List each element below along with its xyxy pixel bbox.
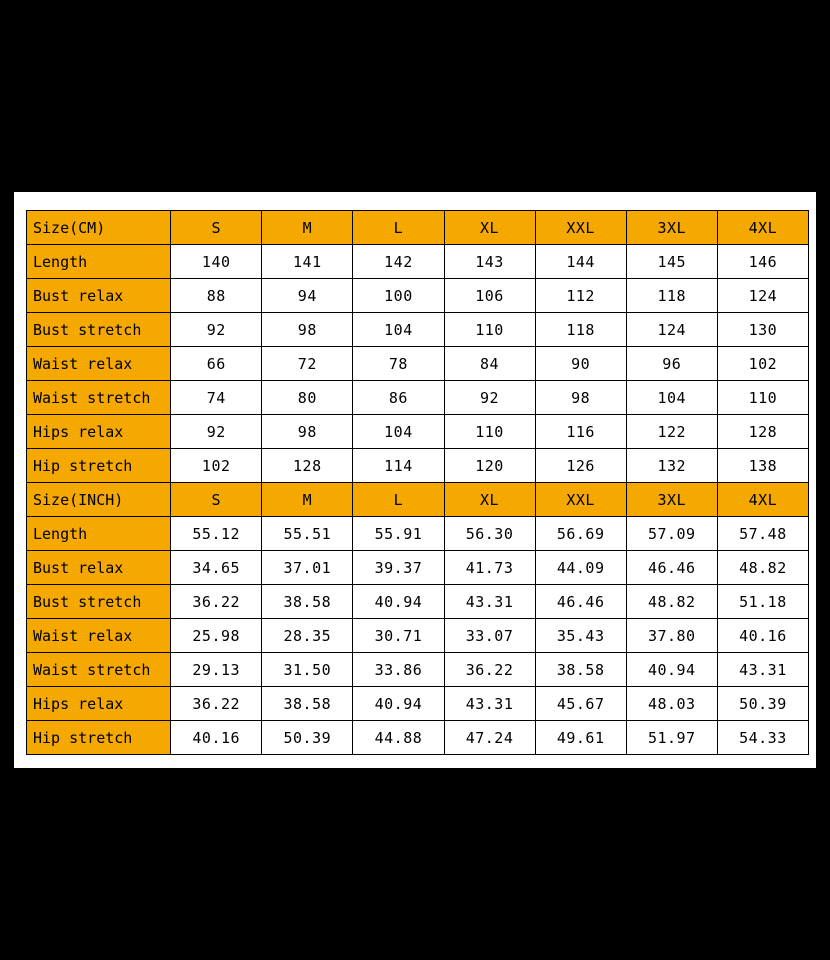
table-cell: 33.07 <box>444 619 535 653</box>
table-cell: 44.09 <box>535 551 626 585</box>
table-cell: 96 <box>626 347 717 381</box>
table-cell: 104 <box>626 381 717 415</box>
table-cell: 143 <box>444 245 535 279</box>
table-cell: 90 <box>535 347 626 381</box>
table-cell: 38.58 <box>262 585 353 619</box>
table-cell: 132 <box>626 449 717 483</box>
table-cell: 110 <box>444 415 535 449</box>
table-row-label: Waist relax <box>27 619 171 653</box>
table-cell: 37.80 <box>626 619 717 653</box>
table-cell: 140 <box>171 245 262 279</box>
table-row <box>27 585 809 619</box>
table-cell: 49.61 <box>535 721 626 755</box>
table-cell: 92 <box>171 415 262 449</box>
table-cell: 102 <box>717 347 808 381</box>
table-cell: 33.86 <box>353 653 444 687</box>
table-cell: 138 <box>717 449 808 483</box>
table-cell: 44.88 <box>353 721 444 755</box>
table-cell: 45.67 <box>535 687 626 721</box>
table-cell: 98 <box>262 313 353 347</box>
table-row <box>27 721 809 755</box>
table-row <box>27 313 809 347</box>
table-cell: 31.50 <box>262 653 353 687</box>
table-cell: 104 <box>353 313 444 347</box>
table-cell: 141 <box>262 245 353 279</box>
table-cell: 72 <box>262 347 353 381</box>
table-row-label: Hips relax <box>27 687 171 721</box>
table-cell: 120 <box>444 449 535 483</box>
table-row <box>27 449 809 483</box>
table-cell: 126 <box>535 449 626 483</box>
table-cell: 122 <box>626 415 717 449</box>
table-row-label: Length <box>27 517 171 551</box>
table-cell: 128 <box>262 449 353 483</box>
table-cell: 86 <box>353 381 444 415</box>
size-chart-table <box>26 210 809 755</box>
table-header-size: XXL <box>535 483 626 517</box>
table-header-label: Size(INCH) <box>27 483 171 517</box>
table-header-size: M <box>262 483 353 517</box>
table-cell: 40.94 <box>626 653 717 687</box>
table-row-label: Bust relax <box>27 551 171 585</box>
table-cell: 29.13 <box>171 653 262 687</box>
table-header-label: Size(CM) <box>27 211 171 245</box>
table-cell: 57.48 <box>717 517 808 551</box>
table-cell: 92 <box>444 381 535 415</box>
table-row-label: Hip stretch <box>27 721 171 755</box>
table-cell: 55.91 <box>353 517 444 551</box>
table-cell: 55.51 <box>262 517 353 551</box>
table-cell: 50.39 <box>262 721 353 755</box>
table-header-size: 4XL <box>717 483 808 517</box>
table-cell: 28.35 <box>262 619 353 653</box>
table-cell: 30.71 <box>353 619 444 653</box>
table-row-label: Hip stretch <box>27 449 171 483</box>
table-cell: 48.82 <box>626 585 717 619</box>
table-header-size: L <box>353 483 444 517</box>
table-cell: 116 <box>535 415 626 449</box>
table-row <box>27 653 809 687</box>
table-cell: 40.94 <box>353 585 444 619</box>
table-cell: 36.22 <box>171 687 262 721</box>
table-cell: 36.22 <box>444 653 535 687</box>
table-cell: 38.58 <box>535 653 626 687</box>
table-cell: 51.97 <box>626 721 717 755</box>
table-cell: 74 <box>171 381 262 415</box>
table-header-row <box>27 483 809 517</box>
table-cell: 55.12 <box>171 517 262 551</box>
table-cell: 43.31 <box>444 585 535 619</box>
table-cell: 102 <box>171 449 262 483</box>
table-cell: 106 <box>444 279 535 313</box>
table-cell: 47.24 <box>444 721 535 755</box>
table-cell: 40.16 <box>717 619 808 653</box>
table-row <box>27 551 809 585</box>
table-row-label: Length <box>27 245 171 279</box>
table-cell: 114 <box>353 449 444 483</box>
table-cell: 35.43 <box>535 619 626 653</box>
table-cell: 100 <box>353 279 444 313</box>
size-chart-panel <box>14 192 816 768</box>
table-header-size: 3XL <box>626 211 717 245</box>
table-cell: 142 <box>353 245 444 279</box>
table-cell: 145 <box>626 245 717 279</box>
table-row-label: Bust relax <box>27 279 171 313</box>
table-cell: 48.82 <box>717 551 808 585</box>
table-cell: 34.65 <box>171 551 262 585</box>
table-cell: 130 <box>717 313 808 347</box>
table-row <box>27 279 809 313</box>
table-cell: 40.16 <box>171 721 262 755</box>
table-cell: 84 <box>444 347 535 381</box>
table-cell: 98 <box>262 415 353 449</box>
size-table-container <box>26 210 809 747</box>
table-cell: 104 <box>353 415 444 449</box>
table-cell: 78 <box>353 347 444 381</box>
table-header-size: M <box>262 211 353 245</box>
table-header-size: L <box>353 211 444 245</box>
table-row <box>27 687 809 721</box>
table-header-size: XL <box>444 211 535 245</box>
table-cell: 124 <box>626 313 717 347</box>
table-cell: 92 <box>171 313 262 347</box>
table-header-row <box>27 211 809 245</box>
table-cell: 51.18 <box>717 585 808 619</box>
table-cell: 46.46 <box>535 585 626 619</box>
table-cell: 57.09 <box>626 517 717 551</box>
table-cell: 118 <box>626 279 717 313</box>
table-header-size: 4XL <box>717 211 808 245</box>
table-cell: 128 <box>717 415 808 449</box>
table-cell: 48.03 <box>626 687 717 721</box>
table-row <box>27 619 809 653</box>
table-cell: 41.73 <box>444 551 535 585</box>
table-cell: 43.31 <box>717 653 808 687</box>
table-cell: 46.46 <box>626 551 717 585</box>
table-row <box>27 245 809 279</box>
table-cell: 36.22 <box>171 585 262 619</box>
table-row-label: Bust stretch <box>27 313 171 347</box>
table-cell: 54.33 <box>717 721 808 755</box>
table-row-label: Waist stretch <box>27 381 171 415</box>
table-row <box>27 381 809 415</box>
table-cell: 40.94 <box>353 687 444 721</box>
table-header-size: 3XL <box>626 483 717 517</box>
table-cell: 94 <box>262 279 353 313</box>
table-row <box>27 517 809 551</box>
table-cell: 98 <box>535 381 626 415</box>
table-cell: 25.98 <box>171 619 262 653</box>
table-row <box>27 415 809 449</box>
table-cell: 110 <box>444 313 535 347</box>
table-header-size: S <box>171 211 262 245</box>
table-cell: 124 <box>717 279 808 313</box>
table-cell: 56.30 <box>444 517 535 551</box>
table-cell: 50.39 <box>717 687 808 721</box>
table-cell: 66 <box>171 347 262 381</box>
table-cell: 39.37 <box>353 551 444 585</box>
table-cell: 146 <box>717 245 808 279</box>
table-header-size: S <box>171 483 262 517</box>
table-row-label: Bust stretch <box>27 585 171 619</box>
table-cell: 56.69 <box>535 517 626 551</box>
table-row <box>27 347 809 381</box>
table-cell: 80 <box>262 381 353 415</box>
table-cell: 37.01 <box>262 551 353 585</box>
table-row-label: Waist stretch <box>27 653 171 687</box>
table-header-size: XXL <box>535 211 626 245</box>
table-cell: 144 <box>535 245 626 279</box>
table-cell: 88 <box>171 279 262 313</box>
table-cell: 38.58 <box>262 687 353 721</box>
table-cell: 118 <box>535 313 626 347</box>
table-cell: 43.31 <box>444 687 535 721</box>
table-row-label: Hips relax <box>27 415 171 449</box>
table-header-size: XL <box>444 483 535 517</box>
table-cell: 112 <box>535 279 626 313</box>
table-row-label: Waist relax <box>27 347 171 381</box>
table-cell: 110 <box>717 381 808 415</box>
